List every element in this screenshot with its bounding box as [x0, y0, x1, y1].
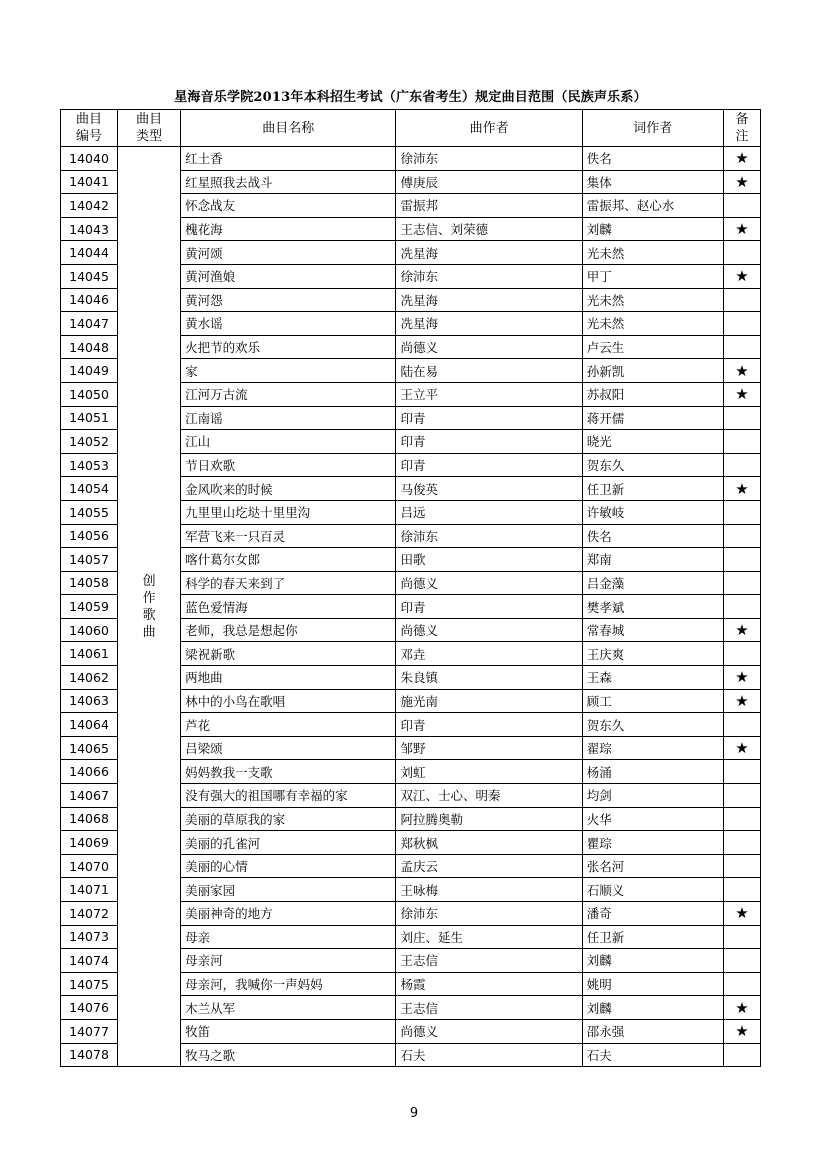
cell-composer: 冼星海 — [396, 241, 582, 265]
cell-note — [723, 925, 760, 949]
cell-lyricist: 郑南 — [582, 548, 723, 572]
cell-lyricist: 翟琮 — [582, 736, 723, 760]
cell-title: 九里里山圪垯十里里沟 — [181, 500, 396, 524]
repertoire-table — [60, 109, 761, 1067]
cell-composer: 尚德义 — [396, 571, 582, 595]
star-icon: ★ — [723, 689, 760, 713]
cell-lyricist: 佚名 — [582, 147, 723, 171]
cell-note — [723, 784, 760, 808]
cell-note — [723, 972, 760, 996]
cell-title: 牧马之歌 — [181, 1043, 396, 1067]
cell-title: 美丽的心情 — [181, 854, 396, 878]
cell-no: 14061 — [61, 642, 118, 666]
cell-composer: 刘庄、延生 — [396, 925, 582, 949]
cell-no: 14066 — [61, 760, 118, 784]
cell-no: 14055 — [61, 500, 118, 524]
cell-title: 两地曲 — [181, 666, 396, 690]
table-row — [61, 147, 761, 171]
cell-category — [118, 147, 181, 1067]
header-lyricist: 词作者 — [582, 110, 723, 147]
cell-composer: 王立平 — [396, 382, 582, 406]
cell-no: 14065 — [61, 736, 118, 760]
cell-title: 美丽家园 — [181, 878, 396, 902]
cell-lyricist: 火华 — [582, 807, 723, 831]
cell-note — [723, 949, 760, 973]
cell-composer: 刘虹 — [396, 760, 582, 784]
cell-title: 美丽的孔雀河 — [181, 831, 396, 855]
header-no: 曲目编号 — [61, 110, 118, 147]
cell-title: 槐花海 — [181, 217, 396, 241]
cell-composer: 吕远 — [396, 500, 582, 524]
cell-note — [723, 430, 760, 454]
cell-title: 母亲河 — [181, 949, 396, 973]
cell-composer: 王志信 — [396, 949, 582, 973]
cell-note — [723, 500, 760, 524]
cell-title: 怀念战友 — [181, 194, 396, 218]
cell-lyricist: 佚名 — [582, 524, 723, 548]
cell-composer: 傅庚辰 — [396, 170, 582, 194]
star-icon: ★ — [723, 217, 760, 241]
cell-no: 14057 — [61, 548, 118, 572]
cell-title: 家 — [181, 359, 396, 383]
cell-note — [723, 595, 760, 619]
cell-composer: 冼星海 — [396, 312, 582, 336]
star-icon: ★ — [723, 147, 760, 171]
cell-lyricist: 光未然 — [582, 288, 723, 312]
star-icon: ★ — [723, 382, 760, 406]
cell-composer: 印青 — [396, 713, 582, 737]
cell-lyricist: 潘奇 — [582, 902, 723, 926]
cell-no: 14042 — [61, 194, 118, 218]
header-composer: 曲作者 — [396, 110, 582, 147]
cell-title: 金风吹来的时候 — [181, 477, 396, 501]
cell-composer: 尚德义 — [396, 335, 582, 359]
cell-note — [723, 194, 760, 218]
cell-note — [723, 548, 760, 572]
cell-composer: 印青 — [396, 453, 582, 477]
cell-composer: 印青 — [396, 595, 582, 619]
cell-no: 14048 — [61, 335, 118, 359]
star-icon: ★ — [723, 477, 760, 501]
page-number: 9 — [409, 1106, 419, 1121]
cell-composer: 邓垚 — [396, 642, 582, 666]
star-icon: ★ — [723, 996, 760, 1020]
star-icon: ★ — [723, 736, 760, 760]
cell-title: 美丽的草原我的家 — [181, 807, 396, 831]
cell-composer: 朱良镇 — [396, 666, 582, 690]
cell-lyricist: 晓光 — [582, 430, 723, 454]
cell-no: 14060 — [61, 618, 118, 642]
star-icon: ★ — [723, 618, 760, 642]
table-body — [61, 147, 761, 1067]
cell-no: 14044 — [61, 241, 118, 265]
cell-composer: 王咏梅 — [396, 878, 582, 902]
cell-no: 14073 — [61, 925, 118, 949]
cell-no: 14051 — [61, 406, 118, 430]
cell-note — [723, 312, 760, 336]
cell-title: 吕梁颂 — [181, 736, 396, 760]
cell-lyricist: 刘麟 — [582, 217, 723, 241]
cell-no: 14072 — [61, 902, 118, 926]
cell-composer: 尚德义 — [396, 1019, 582, 1043]
cell-lyricist: 许敏岐 — [582, 500, 723, 524]
cell-title: 江山 — [181, 430, 396, 454]
cell-title: 母亲 — [181, 925, 396, 949]
cell-title: 江河万古流 — [181, 382, 396, 406]
cell-composer: 田歌 — [396, 548, 582, 572]
cell-no: 14064 — [61, 713, 118, 737]
cell-lyricist: 樊孝斌 — [582, 595, 723, 619]
cell-lyricist: 石夫 — [582, 1043, 723, 1067]
cell-lyricist: 刘麟 — [582, 996, 723, 1020]
cell-lyricist: 苏叔阳 — [582, 382, 723, 406]
cell-composer: 施光南 — [396, 689, 582, 713]
cell-note — [723, 453, 760, 477]
cell-note — [723, 288, 760, 312]
cell-lyricist: 均剑 — [582, 784, 723, 808]
cell-no: 14070 — [61, 854, 118, 878]
cell-lyricist: 光未然 — [582, 241, 723, 265]
cell-no: 14071 — [61, 878, 118, 902]
cell-title: 芦花 — [181, 713, 396, 737]
cell-lyricist: 瞿琮 — [582, 831, 723, 855]
cell-title: 没有强大的祖国哪有幸福的家 — [181, 784, 396, 808]
cell-title: 火把节的欢乐 — [181, 335, 396, 359]
cell-no: 14067 — [61, 784, 118, 808]
cell-note — [723, 878, 760, 902]
cell-no: 14049 — [61, 359, 118, 383]
cell-composer: 王志信 — [396, 996, 582, 1020]
cell-note — [723, 571, 760, 595]
cell-no: 14058 — [61, 571, 118, 595]
cell-no: 14075 — [61, 972, 118, 996]
cell-note — [723, 524, 760, 548]
cell-lyricist: 吕金藻 — [582, 571, 723, 595]
cell-lyricist: 蒋开儒 — [582, 406, 723, 430]
cell-no: 14040 — [61, 147, 118, 171]
cell-composer: 郑秋枫 — [396, 831, 582, 855]
cell-note — [723, 831, 760, 855]
cell-no: 14076 — [61, 996, 118, 1020]
cell-lyricist: 任卫新 — [582, 477, 723, 501]
cell-title: 黄河颂 — [181, 241, 396, 265]
cell-note — [723, 1043, 760, 1067]
header-title: 曲目名称 — [181, 110, 396, 147]
cell-title: 美丽神奇的地方 — [181, 902, 396, 926]
cell-lyricist: 任卫新 — [582, 925, 723, 949]
cell-no: 14059 — [61, 595, 118, 619]
cell-composer: 陆在易 — [396, 359, 582, 383]
cell-no: 14052 — [61, 430, 118, 454]
category-label: 创作歌曲 — [142, 573, 156, 640]
cell-no: 14053 — [61, 453, 118, 477]
cell-no: 14047 — [61, 312, 118, 336]
cell-title: 喀什葛尔女郎 — [181, 548, 396, 572]
cell-note — [723, 406, 760, 430]
cell-composer: 尚德义 — [396, 618, 582, 642]
cell-lyricist: 集体 — [582, 170, 723, 194]
cell-lyricist: 姚明 — [582, 972, 723, 996]
cell-title: 红星照我去战斗 — [181, 170, 396, 194]
cell-lyricist: 杨涌 — [582, 760, 723, 784]
cell-composer: 邹野 — [396, 736, 582, 760]
table-header-row — [61, 110, 761, 147]
cell-note — [723, 335, 760, 359]
star-icon: ★ — [723, 170, 760, 194]
cell-title: 蓝色爱情海 — [181, 595, 396, 619]
cell-composer: 印青 — [396, 430, 582, 454]
cell-composer: 冼星海 — [396, 288, 582, 312]
cell-lyricist: 王庆爽 — [582, 642, 723, 666]
cell-lyricist: 贺东久 — [582, 453, 723, 477]
cell-composer: 王志信、刘荣德 — [396, 217, 582, 241]
header-note: 备注 — [723, 110, 760, 147]
cell-no: 14069 — [61, 831, 118, 855]
star-icon: ★ — [723, 359, 760, 383]
cell-no: 14078 — [61, 1043, 118, 1067]
cell-title: 黄河怨 — [181, 288, 396, 312]
cell-title: 母亲河，我喊你一声妈妈 — [181, 972, 396, 996]
cell-title: 江南谣 — [181, 406, 396, 430]
cell-composer: 阿拉腾奥勒 — [396, 807, 582, 831]
cell-title: 老师，我总是想起你 — [181, 618, 396, 642]
cell-composer: 孟庆云 — [396, 854, 582, 878]
cell-note — [723, 713, 760, 737]
cell-lyricist: 雷振邦、赵心水 — [582, 194, 723, 218]
cell-title: 妈妈教我一支歌 — [181, 760, 396, 784]
cell-title: 红土香 — [181, 147, 396, 171]
cell-composer: 双江、士心、明秦 — [396, 784, 582, 808]
cell-no: 14077 — [61, 1019, 118, 1043]
cell-lyricist: 顾工 — [582, 689, 723, 713]
cell-lyricist: 常春城 — [582, 618, 723, 642]
cell-composer: 印青 — [396, 406, 582, 430]
cell-composer: 徐沛东 — [396, 147, 582, 171]
star-icon: ★ — [723, 902, 760, 926]
cell-lyricist: 光未然 — [582, 312, 723, 336]
cell-title: 牧笛 — [181, 1019, 396, 1043]
cell-no: 14050 — [61, 382, 118, 406]
cell-composer: 石夫 — [396, 1043, 582, 1067]
cell-lyricist: 王森 — [582, 666, 723, 690]
cell-title: 黄水谣 — [181, 312, 396, 336]
star-icon: ★ — [723, 666, 760, 690]
cell-note — [723, 642, 760, 666]
cell-composer: 马俊英 — [396, 477, 582, 501]
cell-note — [723, 807, 760, 831]
cell-no: 14063 — [61, 689, 118, 713]
cell-composer: 徐沛东 — [396, 524, 582, 548]
cell-composer: 徐沛东 — [396, 902, 582, 926]
cell-no: 14046 — [61, 288, 118, 312]
cell-no: 14062 — [61, 666, 118, 690]
cell-title: 科学的春天来到了 — [181, 571, 396, 595]
cell-no: 14043 — [61, 217, 118, 241]
cell-composer: 雷振邦 — [396, 194, 582, 218]
cell-title: 黄河渔娘 — [181, 264, 396, 288]
star-icon: ★ — [723, 264, 760, 288]
cell-lyricist: 石顺义 — [582, 878, 723, 902]
cell-no: 14045 — [61, 264, 118, 288]
header-type: 曲目类型 — [118, 110, 181, 147]
cell-note — [723, 760, 760, 784]
cell-title: 节日欢歌 — [181, 453, 396, 477]
cell-lyricist: 张名河 — [582, 854, 723, 878]
cell-title: 梁祝新歌 — [181, 642, 396, 666]
cell-lyricist: 甲丁 — [582, 264, 723, 288]
cell-no: 14056 — [61, 524, 118, 548]
cell-composer: 徐沛东 — [396, 264, 582, 288]
cell-title: 木兰从军 — [181, 996, 396, 1020]
cell-no: 14068 — [61, 807, 118, 831]
star-icon: ★ — [723, 1019, 760, 1043]
cell-no: 14041 — [61, 170, 118, 194]
page-title: 星海音乐学院2013年本科招生考试（广东省考生）规定曲目范围（民族声乐系） — [174, 90, 647, 105]
cell-title: 军营飞来一只百灵 — [181, 524, 396, 548]
cell-composer: 杨霞 — [396, 972, 582, 996]
cell-note — [723, 241, 760, 265]
cell-title: 林中的小鸟在歌唱 — [181, 689, 396, 713]
cell-lyricist: 孙新凯 — [582, 359, 723, 383]
cell-lyricist: 卢云生 — [582, 335, 723, 359]
cell-no: 14054 — [61, 477, 118, 501]
cell-note — [723, 854, 760, 878]
cell-lyricist: 贺东久 — [582, 713, 723, 737]
cell-lyricist: 邵永强 — [582, 1019, 723, 1043]
cell-lyricist: 刘麟 — [582, 949, 723, 973]
cell-no: 14074 — [61, 949, 118, 973]
